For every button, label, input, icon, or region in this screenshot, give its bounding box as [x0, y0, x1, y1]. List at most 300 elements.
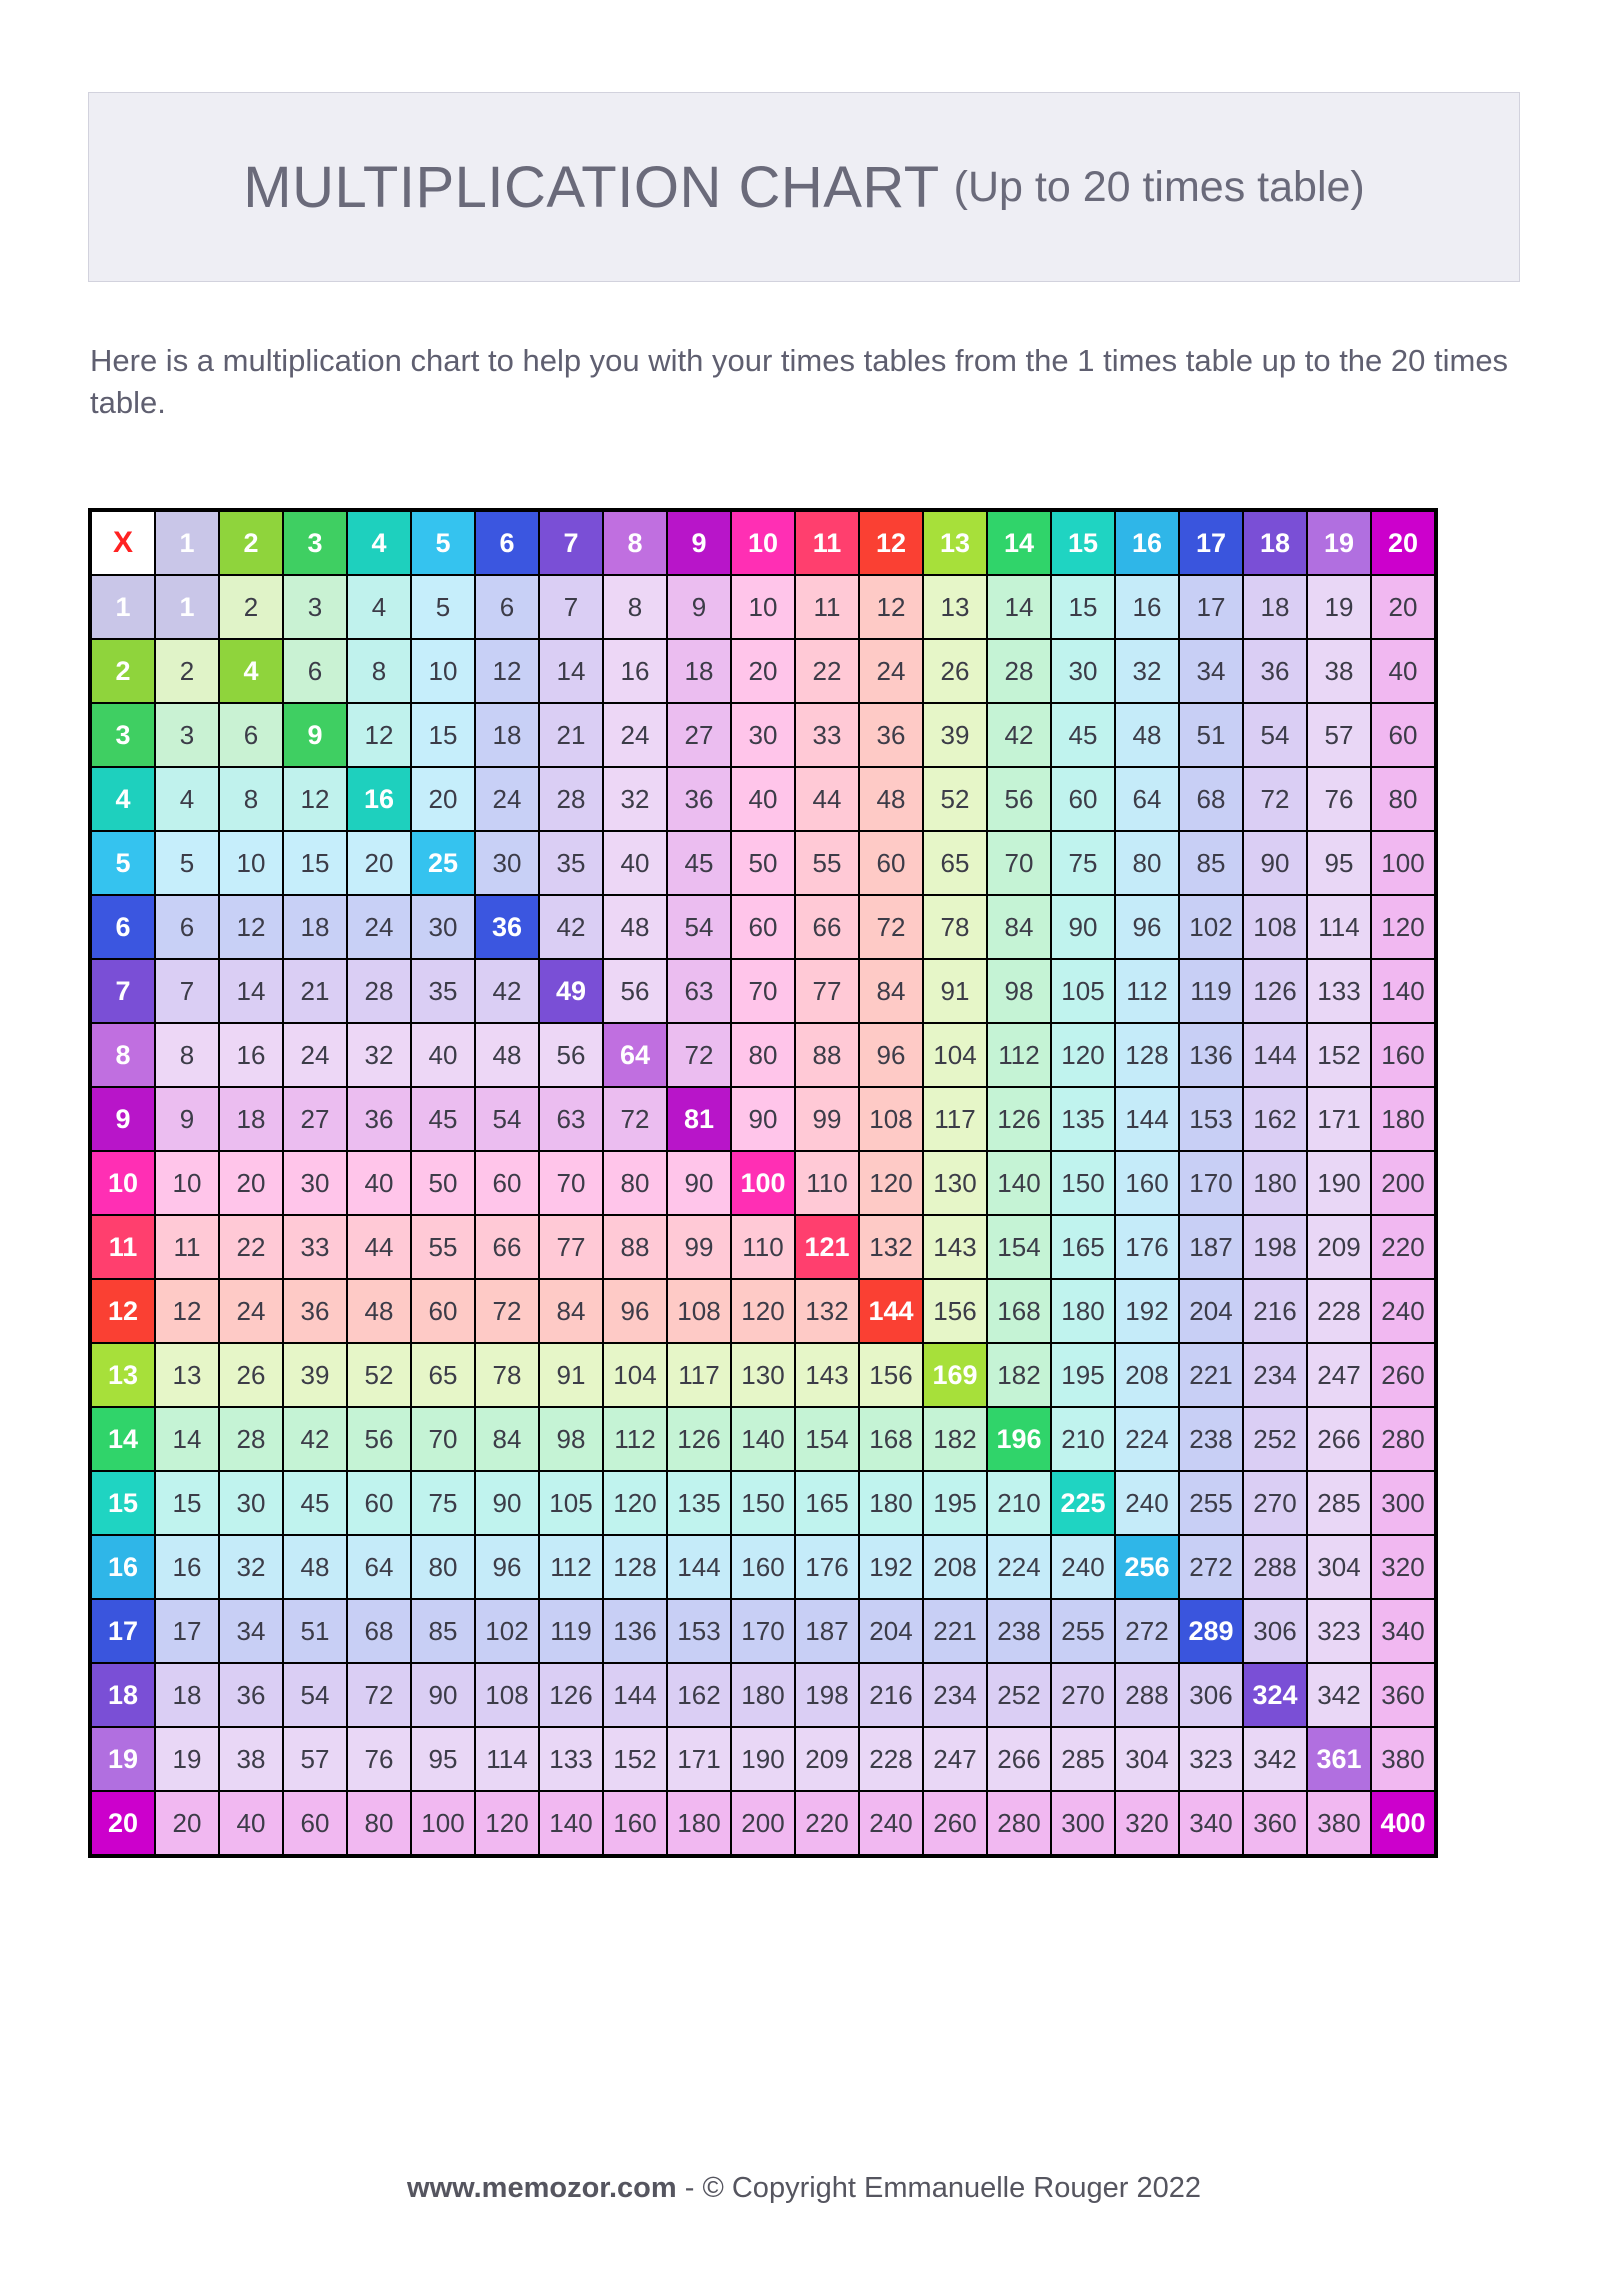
table-row: [92, 768, 1434, 830]
product-cell-4x20: 80: [1372, 768, 1434, 830]
product-cell-18x4: 72: [348, 1664, 410, 1726]
product-cell-14x19: 266: [1308, 1408, 1370, 1470]
product-cell-9x15: 135: [1052, 1088, 1114, 1150]
product-cell-20x11: 220: [796, 1792, 858, 1854]
square-cell-5x5: 25: [412, 832, 474, 894]
product-cell-8x1: 8: [156, 1024, 218, 1086]
product-cell-1x5: 5: [412, 576, 474, 638]
product-cell-8x16: 128: [1116, 1024, 1178, 1086]
square-cell-18x18: 324: [1244, 1664, 1306, 1726]
product-cell-17x19: 323: [1308, 1600, 1370, 1662]
square-cell-7x7: 49: [540, 960, 602, 1022]
product-cell-5x15: 75: [1052, 832, 1114, 894]
square-cell-10x10: 100: [732, 1152, 794, 1214]
product-cell-16x2: 32: [220, 1536, 282, 1598]
column-header-1: 1: [156, 512, 218, 574]
square-cell-6x6: 36: [476, 896, 538, 958]
product-cell-12x14: 168: [988, 1280, 1050, 1342]
product-cell-5x7: 35: [540, 832, 602, 894]
product-cell-1x20: 20: [1372, 576, 1434, 638]
product-cell-18x9: 162: [668, 1664, 730, 1726]
table-header-row: [92, 512, 1434, 574]
product-cell-3x7: 21: [540, 704, 602, 766]
product-cell-6x11: 66: [796, 896, 858, 958]
product-cell-2x3: 6: [284, 640, 346, 702]
product-cell-11x5: 55: [412, 1216, 474, 1278]
product-cell-20x7: 140: [540, 1792, 602, 1854]
square-cell-4x4: 16: [348, 768, 410, 830]
product-cell-4x5: 20: [412, 768, 474, 830]
product-cell-2x19: 38: [1308, 640, 1370, 702]
product-cell-16x10: 160: [732, 1536, 794, 1598]
column-header-16: 16: [1116, 512, 1178, 574]
title-banner: [88, 92, 1520, 282]
product-cell-3x15: 45: [1052, 704, 1114, 766]
row-header-17: 17: [92, 1600, 154, 1662]
product-cell-7x2: 14: [220, 960, 282, 1022]
product-cell-4x16: 64: [1116, 768, 1178, 830]
product-cell-4x3: 12: [284, 768, 346, 830]
product-cell-15x13: 195: [924, 1472, 986, 1534]
product-cell-3x2: 6: [220, 704, 282, 766]
column-header-13: 13: [924, 512, 986, 574]
product-cell-7x14: 98: [988, 960, 1050, 1022]
product-cell-20x4: 80: [348, 1792, 410, 1854]
product-cell-14x8: 112: [604, 1408, 666, 1470]
product-cell-3x13: 39: [924, 704, 986, 766]
product-cell-18x5: 90: [412, 1664, 474, 1726]
product-cell-14x13: 182: [924, 1408, 986, 1470]
product-cell-6x19: 114: [1308, 896, 1370, 958]
product-cell-1x13: 13: [924, 576, 986, 638]
product-cell-6x2: 12: [220, 896, 282, 958]
table-row: [92, 1728, 1434, 1790]
product-cell-5x12: 60: [860, 832, 922, 894]
product-cell-18x1: 18: [156, 1664, 218, 1726]
row-header-4: 4: [92, 768, 154, 830]
product-cell-7x20: 140: [1372, 960, 1434, 1022]
table-row: [92, 1600, 1434, 1662]
product-cell-2x11: 22: [796, 640, 858, 702]
product-cell-17x9: 153: [668, 1600, 730, 1662]
product-cell-3x11: 33: [796, 704, 858, 766]
product-cell-14x5: 70: [412, 1408, 474, 1470]
product-cell-1x15: 15: [1052, 576, 1114, 638]
product-cell-1x17: 17: [1180, 576, 1242, 638]
product-cell-12x19: 228: [1308, 1280, 1370, 1342]
product-cell-6x10: 60: [732, 896, 794, 958]
page-title: MULTIPLICATION CHART: [243, 154, 940, 220]
product-cell-2x10: 20: [732, 640, 794, 702]
column-header-17: 17: [1180, 512, 1242, 574]
product-cell-12x4: 48: [348, 1280, 410, 1342]
table-row: [92, 1408, 1434, 1470]
product-cell-17x20: 340: [1372, 1600, 1434, 1662]
product-cell-13x17: 221: [1180, 1344, 1242, 1406]
product-cell-15x19: 285: [1308, 1472, 1370, 1534]
product-cell-9x18: 162: [1244, 1088, 1306, 1150]
product-cell-20x18: 360: [1244, 1792, 1306, 1854]
product-cell-11x3: 33: [284, 1216, 346, 1278]
product-cell-18x13: 234: [924, 1664, 986, 1726]
product-cell-13x11: 143: [796, 1344, 858, 1406]
product-cell-10x5: 50: [412, 1152, 474, 1214]
product-cell-14x3: 42: [284, 1408, 346, 1470]
product-cell-11x16: 176: [1116, 1216, 1178, 1278]
product-cell-13x14: 182: [988, 1344, 1050, 1406]
product-cell-12x11: 132: [796, 1280, 858, 1342]
product-cell-9x2: 18: [220, 1088, 282, 1150]
product-cell-12x1: 12: [156, 1280, 218, 1342]
product-cell-16x13: 208: [924, 1536, 986, 1598]
product-cell-9x11: 99: [796, 1088, 858, 1150]
product-cell-8x2: 16: [220, 1024, 282, 1086]
table-row: [92, 1536, 1434, 1598]
product-cell-5x6: 30: [476, 832, 538, 894]
product-cell-12x6: 72: [476, 1280, 538, 1342]
square-cell-3x3: 9: [284, 704, 346, 766]
product-cell-15x12: 180: [860, 1472, 922, 1534]
product-cell-18x2: 36: [220, 1664, 282, 1726]
product-cell-1x18: 18: [1244, 576, 1306, 638]
product-cell-10x17: 170: [1180, 1152, 1242, 1214]
product-cell-20x6: 120: [476, 1792, 538, 1854]
product-cell-6x4: 24: [348, 896, 410, 958]
product-cell-2x1: 2: [156, 640, 218, 702]
product-cell-13x9: 117: [668, 1344, 730, 1406]
table-row: [92, 896, 1434, 958]
product-cell-1x7: 7: [540, 576, 602, 638]
square-cell-20x20: 400: [1372, 1792, 1434, 1854]
product-cell-10x3: 30: [284, 1152, 346, 1214]
row-header-16: 16: [92, 1536, 154, 1598]
product-cell-14x7: 98: [540, 1408, 602, 1470]
product-cell-13x6: 78: [476, 1344, 538, 1406]
product-cell-9x19: 171: [1308, 1088, 1370, 1150]
product-cell-2x8: 16: [604, 640, 666, 702]
product-cell-11x4: 44: [348, 1216, 410, 1278]
product-cell-4x8: 32: [604, 768, 666, 830]
product-cell-16x1: 16: [156, 1536, 218, 1598]
row-header-1: 1: [92, 576, 154, 638]
product-cell-15x14: 210: [988, 1472, 1050, 1534]
product-cell-10x13: 130: [924, 1152, 986, 1214]
product-cell-14x11: 154: [796, 1408, 858, 1470]
product-cell-18x7: 126: [540, 1664, 602, 1726]
product-cell-16x6: 96: [476, 1536, 538, 1598]
product-cell-5x18: 90: [1244, 832, 1306, 894]
product-cell-20x13: 260: [924, 1792, 986, 1854]
product-cell-17x13: 221: [924, 1600, 986, 1662]
product-cell-6x3: 18: [284, 896, 346, 958]
column-header-7: 7: [540, 512, 602, 574]
product-cell-11x7: 77: [540, 1216, 602, 1278]
footer-site[interactable]: www.memozor.com: [407, 2172, 677, 2204]
row-header-10: 10: [92, 1152, 154, 1214]
row-header-19: 19: [92, 1728, 154, 1790]
product-cell-19x5: 95: [412, 1728, 474, 1790]
product-cell-11x8: 88: [604, 1216, 666, 1278]
product-cell-5x14: 70: [988, 832, 1050, 894]
product-cell-19x10: 190: [732, 1728, 794, 1790]
column-header-14: 14: [988, 512, 1050, 574]
product-cell-7x3: 21: [284, 960, 346, 1022]
product-cell-3x5: 15: [412, 704, 474, 766]
product-cell-5x4: 20: [348, 832, 410, 894]
product-cell-19x14: 266: [988, 1728, 1050, 1790]
product-cell-14x16: 224: [1116, 1408, 1178, 1470]
column-header-2: 2: [220, 512, 282, 574]
product-cell-19x6: 114: [476, 1728, 538, 1790]
product-cell-18x14: 252: [988, 1664, 1050, 1726]
product-cell-13x3: 39: [284, 1344, 346, 1406]
product-cell-8x3: 24: [284, 1024, 346, 1086]
product-cell-5x19: 95: [1308, 832, 1370, 894]
product-cell-7x4: 28: [348, 960, 410, 1022]
product-cell-10x18: 180: [1244, 1152, 1306, 1214]
product-cell-9x7: 63: [540, 1088, 602, 1150]
product-cell-1x8: 8: [604, 576, 666, 638]
product-cell-10x8: 80: [604, 1152, 666, 1214]
product-cell-19x15: 285: [1052, 1728, 1114, 1790]
product-cell-10x9: 90: [668, 1152, 730, 1214]
row-header-8: 8: [92, 1024, 154, 1086]
product-cell-5x9: 45: [668, 832, 730, 894]
product-cell-1x6: 6: [476, 576, 538, 638]
product-cell-17x6: 102: [476, 1600, 538, 1662]
product-cell-8x7: 56: [540, 1024, 602, 1086]
product-cell-16x5: 80: [412, 1536, 474, 1598]
product-cell-13x2: 26: [220, 1344, 282, 1406]
product-cell-1x12: 12: [860, 576, 922, 638]
product-cell-2x6: 12: [476, 640, 538, 702]
product-cell-13x20: 260: [1372, 1344, 1434, 1406]
product-cell-6x12: 72: [860, 896, 922, 958]
multiplication-table-container: [88, 508, 1438, 1858]
row-header-7: 7: [92, 960, 154, 1022]
product-cell-11x13: 143: [924, 1216, 986, 1278]
product-cell-18x8: 144: [604, 1664, 666, 1726]
table-row: [92, 960, 1434, 1022]
column-header-8: 8: [604, 512, 666, 574]
product-cell-10x12: 120: [860, 1152, 922, 1214]
product-cell-3x4: 12: [348, 704, 410, 766]
product-cell-6x18: 108: [1244, 896, 1306, 958]
product-cell-13x15: 195: [1052, 1344, 1114, 1406]
square-cell-13x13: 169: [924, 1344, 986, 1406]
product-cell-18x16: 288: [1116, 1664, 1178, 1726]
product-cell-14x6: 84: [476, 1408, 538, 1470]
column-header-15: 15: [1052, 512, 1114, 574]
product-cell-17x14: 238: [988, 1600, 1050, 1662]
product-cell-1x11: 11: [796, 576, 858, 638]
product-cell-5x11: 55: [796, 832, 858, 894]
product-cell-16x17: 272: [1180, 1536, 1242, 1598]
product-cell-20x3: 60: [284, 1792, 346, 1854]
product-cell-14x15: 210: [1052, 1408, 1114, 1470]
product-cell-4x2: 8: [220, 768, 282, 830]
product-cell-17x3: 51: [284, 1600, 346, 1662]
column-header-10: 10: [732, 512, 794, 574]
product-cell-2x4: 8: [348, 640, 410, 702]
table-row: [92, 1280, 1434, 1342]
product-cell-17x15: 255: [1052, 1600, 1114, 1662]
product-cell-15x2: 30: [220, 1472, 282, 1534]
product-cell-9x12: 108: [860, 1088, 922, 1150]
product-cell-13x19: 247: [1308, 1344, 1370, 1406]
table-corner-cell: X: [92, 512, 154, 574]
product-cell-8x10: 80: [732, 1024, 794, 1086]
product-cell-3x19: 57: [1308, 704, 1370, 766]
product-cell-10x7: 70: [540, 1152, 602, 1214]
product-cell-15x8: 120: [604, 1472, 666, 1534]
product-cell-8x4: 32: [348, 1024, 410, 1086]
product-cell-12x3: 36: [284, 1280, 346, 1342]
product-cell-14x17: 238: [1180, 1408, 1242, 1470]
product-cell-18x6: 108: [476, 1664, 538, 1726]
product-cell-9x20: 180: [1372, 1088, 1434, 1150]
product-cell-11x18: 198: [1244, 1216, 1306, 1278]
product-cell-20x8: 160: [604, 1792, 666, 1854]
product-cell-5x3: 15: [284, 832, 346, 894]
product-cell-11x20: 220: [1372, 1216, 1434, 1278]
product-cell-9x1: 9: [156, 1088, 218, 1150]
product-cell-6x7: 42: [540, 896, 602, 958]
product-cell-18x17: 306: [1180, 1664, 1242, 1726]
product-cell-10x15: 150: [1052, 1152, 1114, 1214]
product-cell-12x16: 192: [1116, 1280, 1178, 1342]
product-cell-19x2: 38: [220, 1728, 282, 1790]
row-header-14: 14: [92, 1408, 154, 1470]
product-cell-20x1: 20: [156, 1792, 218, 1854]
product-cell-2x13: 26: [924, 640, 986, 702]
product-cell-4x15: 60: [1052, 768, 1114, 830]
product-cell-1x9: 9: [668, 576, 730, 638]
product-cell-20x17: 340: [1180, 1792, 1242, 1854]
product-cell-11x10: 110: [732, 1216, 794, 1278]
product-cell-19x11: 209: [796, 1728, 858, 1790]
product-cell-4x17: 68: [1180, 768, 1242, 830]
product-cell-14x10: 140: [732, 1408, 794, 1470]
product-cell-14x1: 14: [156, 1408, 218, 1470]
product-cell-9x4: 36: [348, 1088, 410, 1150]
intro-text: Here is a multiplication chart to help you with your times tables from the 1 times table up to the 20 times table.: [90, 343, 1509, 420]
product-cell-17x2: 34: [220, 1600, 282, 1662]
product-cell-1x16: 16: [1116, 576, 1178, 638]
product-cell-6x8: 48: [604, 896, 666, 958]
product-cell-19x1: 19: [156, 1728, 218, 1790]
product-cell-7x1: 7: [156, 960, 218, 1022]
column-header-18: 18: [1244, 512, 1306, 574]
product-cell-7x9: 63: [668, 960, 730, 1022]
product-cell-15x7: 105: [540, 1472, 602, 1534]
product-cell-16x4: 64: [348, 1536, 410, 1598]
product-cell-9x8: 72: [604, 1088, 666, 1150]
product-cell-15x4: 60: [348, 1472, 410, 1534]
product-cell-12x18: 216: [1244, 1280, 1306, 1342]
product-cell-19x12: 228: [860, 1728, 922, 1790]
product-cell-18x20: 360: [1372, 1664, 1434, 1726]
product-cell-19x9: 171: [668, 1728, 730, 1790]
product-cell-15x16: 240: [1116, 1472, 1178, 1534]
product-cell-18x19: 342: [1308, 1664, 1370, 1726]
product-cell-17x10: 170: [732, 1600, 794, 1662]
product-cell-9x17: 153: [1180, 1088, 1242, 1150]
product-cell-8x14: 112: [988, 1024, 1050, 1086]
product-cell-5x16: 80: [1116, 832, 1178, 894]
product-cell-20x9: 180: [668, 1792, 730, 1854]
product-cell-19x17: 323: [1180, 1728, 1242, 1790]
product-cell-18x15: 270: [1052, 1664, 1114, 1726]
product-cell-5x13: 65: [924, 832, 986, 894]
product-cell-5x17: 85: [1180, 832, 1242, 894]
product-cell-4x14: 56: [988, 768, 1050, 830]
product-cell-8x17: 136: [1180, 1024, 1242, 1086]
product-cell-2x7: 14: [540, 640, 602, 702]
product-cell-8x5: 40: [412, 1024, 474, 1086]
product-cell-17x1: 17: [156, 1600, 218, 1662]
product-cell-20x14: 280: [988, 1792, 1050, 1854]
product-cell-12x8: 96: [604, 1280, 666, 1342]
square-cell-19x19: 361: [1308, 1728, 1370, 1790]
product-cell-7x12: 84: [860, 960, 922, 1022]
square-cell-16x16: 256: [1116, 1536, 1178, 1598]
product-cell-15x18: 270: [1244, 1472, 1306, 1534]
product-cell-8x15: 120: [1052, 1024, 1114, 1086]
product-cell-7x15: 105: [1052, 960, 1114, 1022]
product-cell-8x6: 48: [476, 1024, 538, 1086]
product-cell-11x2: 22: [220, 1216, 282, 1278]
multiplication-table: [88, 508, 1438, 1858]
product-cell-13x7: 91: [540, 1344, 602, 1406]
product-cell-17x7: 119: [540, 1600, 602, 1662]
row-header-3: 3: [92, 704, 154, 766]
product-cell-2x15: 30: [1052, 640, 1114, 702]
product-cell-14x20: 280: [1372, 1408, 1434, 1470]
product-cell-4x9: 36: [668, 768, 730, 830]
product-cell-19x16: 304: [1116, 1728, 1178, 1790]
product-cell-10x2: 20: [220, 1152, 282, 1214]
product-cell-19x3: 57: [284, 1728, 346, 1790]
product-cell-15x6: 90: [476, 1472, 538, 1534]
product-cell-15x5: 75: [412, 1472, 474, 1534]
product-cell-7x11: 77: [796, 960, 858, 1022]
footer-copyright: - © Copyright Emmanuelle Rouger 2022: [676, 2172, 1201, 2204]
product-cell-3x17: 51: [1180, 704, 1242, 766]
product-cell-4x1: 4: [156, 768, 218, 830]
square-cell-11x11: 121: [796, 1216, 858, 1278]
product-cell-13x12: 156: [860, 1344, 922, 1406]
product-cell-16x3: 48: [284, 1536, 346, 1598]
product-cell-3x18: 54: [1244, 704, 1306, 766]
product-cell-12x2: 24: [220, 1280, 282, 1342]
product-cell-6x17: 102: [1180, 896, 1242, 958]
product-cell-5x10: 50: [732, 832, 794, 894]
row-header-20: 20: [92, 1792, 154, 1854]
product-cell-15x1: 15: [156, 1472, 218, 1534]
product-cell-6x9: 54: [668, 896, 730, 958]
product-cell-12x9: 108: [668, 1280, 730, 1342]
product-cell-7x17: 119: [1180, 960, 1242, 1022]
square-cell-8x8: 64: [604, 1024, 666, 1086]
product-cell-11x19: 209: [1308, 1216, 1370, 1278]
column-header-5: 5: [412, 512, 474, 574]
product-cell-18x3: 54: [284, 1664, 346, 1726]
product-cell-20x5: 100: [412, 1792, 474, 1854]
product-cell-13x4: 52: [348, 1344, 410, 1406]
product-cell-2x12: 24: [860, 640, 922, 702]
product-cell-10x11: 110: [796, 1152, 858, 1214]
